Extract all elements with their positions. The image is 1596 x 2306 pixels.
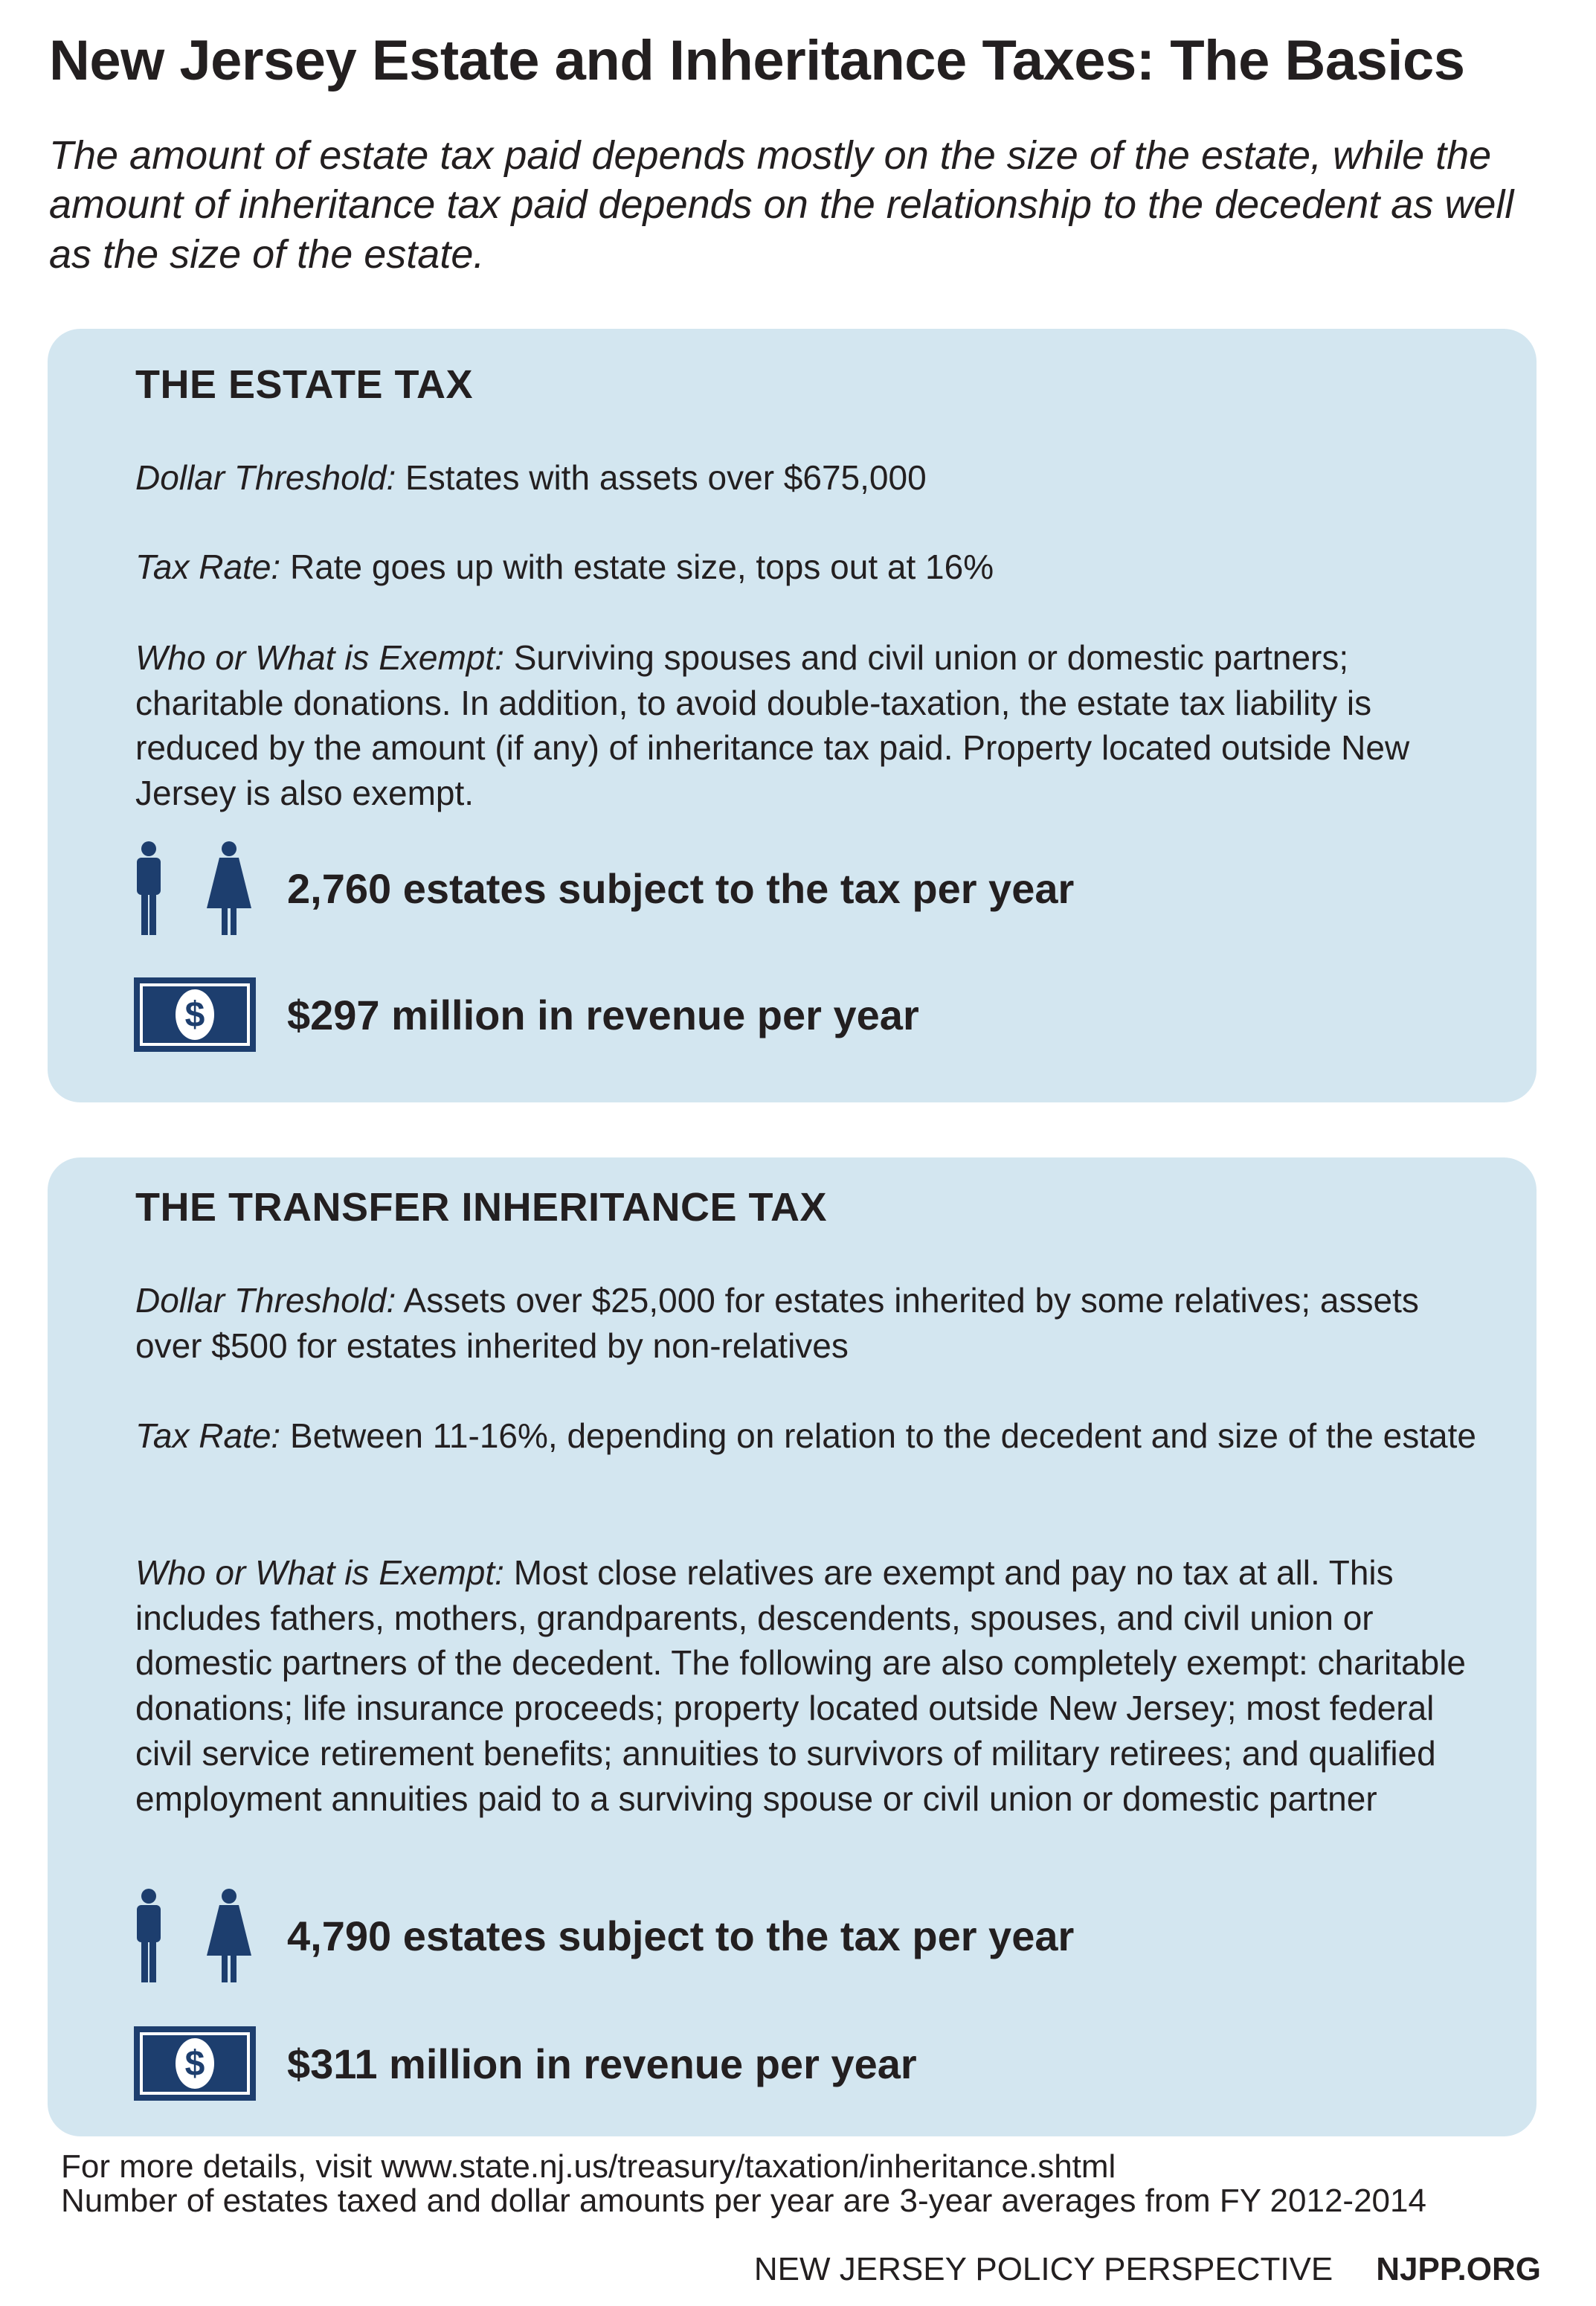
estate-exempt: [135, 635, 1489, 816]
transfer-revenue-stat: [132, 2019, 917, 2108]
transfer-count-text: 4,790 estates subject to the tax per year: [287, 1912, 1075, 1959]
man-woman-icon: [132, 844, 259, 933]
svg-text:$: $: [184, 995, 205, 1035]
dollar-bill-icon: [132, 970, 259, 1059]
estate-exempt-text: Surviving spouses and civil union or domestic partners; charitable donations. In addition, to avoid double-taxation, the estate tax liability is reduced by the amount (if any) of inheritance tax paid. Property located outside New Jersey is also exempt.: [135, 638, 1410, 813]
estate-count-text: 2,760 estates subject to the tax per year: [287, 864, 1075, 912]
averages-note: Number of estates taxed and dollar amounts per year are 3-year averages from FY 2012-2014: [61, 2182, 1426, 2219]
transfer-revenue-text: $311 million in revenue per year: [287, 2040, 917, 2087]
transfer-tax-heading: THE TRANSFER INHERITANCE TAX: [135, 1185, 827, 1230]
transfer-count-stat: [132, 1891, 1074, 1980]
transfer-exempt-text: Most close relatives are exempt and pay no tax at all. This includes fathers, mothers, grandparents, descendents, spouses, and civil union or domestic partners of the decedent. The following are also completely exempt: charitable donations; life insurance proceeds; property located outside New Jersey; most federal civil service retirement benefits; annuities to survivors of military retirees; and qualified employment annuities paid to a surviving spouse or civil union or domestic partner: [135, 1553, 1467, 1818]
estate-tax-heading: THE ESTATE TAX: [135, 362, 474, 407]
transfer-rate: [135, 1413, 1489, 1459]
estate-threshold-text: Estates with assets over $675,000: [405, 458, 927, 497]
man-woman-icon: [132, 1891, 259, 1980]
transfer-threshold-text: Assets over $25,000 for estates inherited by some relatives; assets over $500 for estates inherited by non-relatives: [135, 1281, 1419, 1365]
footer-site: NJPP.ORG: [1376, 2251, 1541, 2287]
estate-rate-text: Rate goes up with estate size, tops out at 16%: [289, 547, 994, 586]
estate-revenue-text: $297 million in revenue per year: [287, 991, 919, 1038]
page-title: New Jersey Estate and Inheritance Taxes: The Basics: [49, 29, 1465, 92]
transfer-exempt-label: Who or What is Exempt:: [135, 1553, 504, 1592]
footer-org: NEW JERSEY POLICY PERSPECTIVE: [753, 2251, 1333, 2287]
estate-threshold-label: Dollar Threshold:: [135, 458, 396, 497]
footnotes: [61, 2150, 1548, 2218]
dollar-bill-icon: [132, 2019, 259, 2108]
transfer-threshold-label: Dollar Threshold:: [135, 1281, 396, 1320]
estate-exempt-label: Who or What is Exempt:: [135, 638, 504, 677]
estate-count-stat: [132, 844, 1074, 933]
page-subtitle: The amount of estate tax paid depends mostly on the size of the estate, while the amount of inheritance tax paid depends on the relationship to the decedent as well as the size of the estate.: [49, 133, 1514, 277]
estate-rate-label: Tax Rate:: [135, 547, 281, 586]
transfer-rate-text: Between 11-16%, depending on relation to the decedent and size of the estate: [289, 1416, 1476, 1455]
estate-threshold: [135, 455, 1489, 501]
footer: [754, 2251, 1541, 2288]
estate-revenue-stat: [132, 970, 919, 1059]
details-note: For more details, visit www.state.nj.us/treasury/taxation/inheritance.shtml: [61, 2148, 1116, 2185]
transfer-rate-label: Tax Rate:: [135, 1416, 281, 1455]
estate-tax-panel: [48, 329, 1537, 1102]
transfer-tax-panel: [48, 1157, 1537, 2136]
transfer-threshold: [135, 1278, 1489, 1368]
svg-text:$: $: [184, 2044, 205, 2084]
transfer-exempt: [135, 1550, 1489, 1821]
estate-rate: [135, 545, 1489, 590]
